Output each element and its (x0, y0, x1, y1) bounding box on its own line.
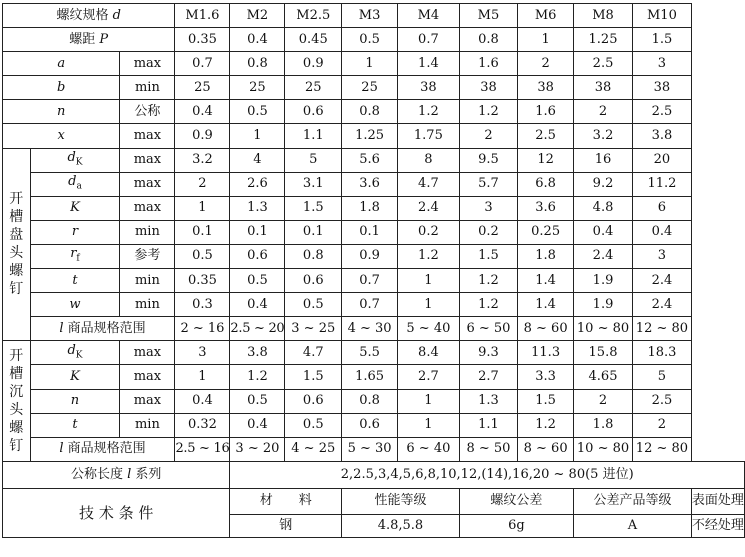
table-row (3, 124, 745, 148)
qualifier-cell: max (120, 52, 175, 76)
value-cell: 1.4 (518, 269, 574, 293)
tech-header-cell: 表面处理 (691, 488, 744, 514)
table-row (3, 244, 745, 268)
value-cell: 0.9 (285, 52, 342, 76)
countersunk-head-title-char: 沉 (9, 384, 24, 401)
param-cell (3, 124, 120, 148)
param-symbol: $d_K$ (67, 342, 83, 361)
pitch-symbol: P (99, 31, 109, 47)
value-cell: 4.7 (285, 341, 342, 365)
qualifier-cell: min (120, 293, 175, 317)
value-cell: 6 ~ 40 (398, 437, 460, 461)
size-header-cell: M8 (574, 4, 633, 28)
tech-value-cell: A (574, 514, 692, 537)
qualifier-cell: 参考 (120, 244, 175, 268)
param-symbol: $r_f$ (70, 246, 80, 264)
value-cell: 11.2 (632, 172, 691, 196)
value-cell: 1.2 (230, 365, 285, 389)
qualifier-cell: 公称 (120, 100, 175, 124)
value-cell: 3 (459, 196, 517, 220)
value-cell: 0.35 (175, 269, 230, 293)
value-cell: 0.4 (175, 100, 230, 124)
table-row (3, 389, 745, 413)
pan-head-title-char: 钉 (9, 281, 24, 298)
value-cell: 0.4 (574, 220, 633, 244)
value-cell: 38 (398, 76, 460, 100)
param-cell (3, 76, 120, 100)
pan-head-title-char: 头 (9, 245, 24, 262)
param-symbol: b (57, 79, 66, 95)
value-cell: 8.4 (398, 341, 460, 365)
value-cell: 1.9 (574, 269, 633, 293)
value-cell: 2 ~ 16 (175, 317, 230, 341)
value-cell: 1.5 (518, 389, 574, 413)
value-cell: 3 (632, 52, 691, 76)
value-cell: 1.2 (398, 244, 460, 268)
value-cell: 2 (518, 52, 574, 76)
table-row (3, 461, 745, 488)
param-cell (30, 365, 120, 389)
tech-header-cell: 材 料 (230, 488, 342, 514)
countersunk-head-title (3, 341, 31, 461)
value-cell: 1.8 (342, 196, 398, 220)
value-cell: 1.2 (459, 100, 517, 124)
param-cell (30, 269, 120, 293)
value-cell: 0.9 (342, 244, 398, 268)
value-cell: 1.65 (342, 365, 398, 389)
value-cell: 3.3 (518, 365, 574, 389)
value-cell: 1.5 (459, 244, 517, 268)
value-cell: 3.2 (574, 124, 633, 148)
value-cell: 4.7 (398, 172, 460, 196)
value-cell: 6 ~ 50 (459, 317, 517, 341)
value-cell: 2 (574, 389, 633, 413)
table-row (3, 413, 745, 437)
countersunk-head-title-char: 开 (9, 348, 24, 365)
value-cell: 5.7 (459, 172, 517, 196)
value-cell: 0.1 (175, 220, 230, 244)
table-row (3, 365, 745, 389)
param-symbol: $d_K$ (67, 149, 83, 168)
value-cell: 1.5 (632, 28, 691, 52)
value-cell: 5 ~ 40 (398, 317, 460, 341)
value-cell: 4 (230, 148, 285, 172)
param-cell (30, 293, 120, 317)
table-row (3, 341, 745, 365)
value-cell: 3 (632, 244, 691, 268)
value-cell: 2 (574, 100, 633, 124)
value-cell: 20 (632, 148, 691, 172)
value-cell: 0.5 (175, 244, 230, 268)
value-cell: 2.5 ~ 20 (230, 317, 285, 341)
value-cell: 18.3 (632, 341, 691, 365)
size-header-cell: M2 (230, 4, 285, 28)
value-cell: 5 (285, 148, 342, 172)
value-cell: 12 ~ 80 (632, 317, 691, 341)
value-cell: 3 ~ 20 (230, 437, 285, 461)
value-cell: 1.5 (285, 365, 342, 389)
value-cell: 0.5 (230, 100, 285, 124)
value-cell: 0.8 (230, 52, 285, 76)
value-cell: 3 (175, 341, 230, 365)
range-symbol: l (59, 441, 64, 457)
nominal-length-symbol: l (127, 466, 132, 482)
param-cell (30, 172, 120, 196)
value-cell: 5.5 (342, 341, 398, 365)
qualifier-cell: min (120, 220, 175, 244)
qualifier-cell: min (120, 413, 175, 437)
value-cell: 2.5 (632, 100, 691, 124)
value-cell: 0.6 (285, 389, 342, 413)
param-cell (30, 196, 120, 220)
pan-head-range-label (30, 317, 175, 341)
value-cell: 0.1 (230, 220, 285, 244)
value-cell: 2.7 (459, 365, 517, 389)
pan-head-title-char: 槽 (9, 209, 24, 226)
range-label-text: 商品规格范围 (63, 441, 146, 457)
value-cell: 1.4 (398, 52, 460, 76)
value-cell: 25 (230, 76, 285, 100)
countersunk-head-title-char: 槽 (9, 366, 24, 383)
value-cell: 8 ~ 50 (459, 437, 517, 461)
value-cell: 38 (459, 76, 517, 100)
qualifier-cell: max (120, 389, 175, 413)
value-cell: 4.8 (574, 196, 633, 220)
value-cell: 1.4 (518, 293, 574, 317)
value-cell: 15.8 (574, 341, 633, 365)
value-cell: 38 (632, 76, 691, 100)
size-header-cell: M6 (518, 4, 574, 28)
table-row (3, 437, 745, 461)
value-cell: 4 ~ 25 (285, 437, 342, 461)
param-symbol: n (57, 103, 66, 119)
pan-head-title (3, 148, 31, 341)
value-cell: 0.7 (342, 269, 398, 293)
value-cell: 3 ~ 25 (285, 317, 342, 341)
pitch-label (3, 28, 175, 52)
value-cell: 6.8 (518, 172, 574, 196)
size-header-cell: M5 (459, 4, 517, 28)
value-cell: 1.2 (459, 293, 517, 317)
value-cell: 1.9 (574, 293, 633, 317)
countersunk-head-range-label (30, 437, 175, 461)
param-symbol: $d_a$ (68, 173, 82, 192)
value-cell: 25 (285, 76, 342, 100)
value-cell: 25 (342, 76, 398, 100)
tech-header-cell: 螺纹公差 (459, 488, 573, 514)
nominal-length-label-suffix: 系列 (131, 466, 162, 482)
value-cell: 10 ~ 80 (574, 437, 633, 461)
size-header-cell: M2.5 (285, 4, 342, 28)
value-cell: 1 (398, 389, 460, 413)
value-cell: 0.4 (175, 389, 230, 413)
param-cell (30, 389, 120, 413)
tech-header-cell: 性能等级 (342, 488, 460, 514)
value-cell: 2.4 (632, 269, 691, 293)
qualifier-cell: max (120, 365, 175, 389)
param-cell (30, 413, 120, 437)
value-cell: 2.5 (518, 124, 574, 148)
param-subscript: a (76, 181, 82, 192)
value-cell: 1.8 (574, 413, 633, 437)
value-cell: 0.4 (632, 220, 691, 244)
table-row (3, 148, 745, 172)
table-row (3, 293, 745, 317)
value-cell: 1.6 (518, 100, 574, 124)
value-cell: 1 (342, 52, 398, 76)
thread-size-label-text: 螺纹规格 (56, 7, 113, 23)
table-row (3, 317, 745, 341)
tech-value-cell: 钢 (230, 514, 342, 537)
table-row (3, 28, 745, 52)
param-cell (30, 244, 120, 268)
value-cell: 0.3 (175, 293, 230, 317)
qualifier-cell: max (120, 172, 175, 196)
value-cell: 1.8 (518, 244, 574, 268)
value-cell: 0.7 (398, 28, 460, 52)
value-cell: 2 (632, 413, 691, 437)
value-cell: 25 (175, 76, 230, 100)
param-symbol: r (71, 224, 79, 240)
param-subscript: K (75, 350, 83, 361)
tech-value-cell: 4.8,5.8 (342, 514, 460, 537)
param-symbol: x (57, 128, 65, 144)
value-cell: 0.6 (285, 100, 342, 124)
value-cell: 38 (518, 76, 574, 100)
value-cell: 5 ~ 30 (342, 437, 398, 461)
param-symbol: K (70, 200, 80, 216)
table-row (3, 100, 745, 124)
value-cell: 3.8 (230, 341, 285, 365)
param-cell (30, 341, 120, 365)
param-symbol: t (72, 272, 78, 288)
pan-head-title-char: 开 (9, 191, 24, 208)
value-cell: 8 (398, 148, 460, 172)
param-cell (30, 148, 120, 172)
value-cell: 8 ~ 60 (518, 317, 574, 341)
value-cell: 10 ~ 80 (574, 317, 633, 341)
value-cell: 1 (398, 269, 460, 293)
param-symbol: K (70, 368, 80, 384)
value-cell: 0.6 (342, 413, 398, 437)
countersunk-head-title-char: 头 (9, 402, 24, 419)
value-cell: 1 (398, 413, 460, 437)
tech-conditions-label: 技 术 条 件 (3, 488, 230, 537)
value-cell: 5 (632, 365, 691, 389)
nominal-length-label-text: 公称长度 (70, 466, 128, 482)
value-cell: 2.4 (398, 196, 460, 220)
table-row (3, 4, 745, 28)
value-cell: 5.6 (342, 148, 398, 172)
value-cell: 0.4 (230, 293, 285, 317)
value-cell: 0.8 (285, 244, 342, 268)
value-cell: 2.5 ~ 16 (175, 437, 230, 461)
thread-size-label (3, 4, 175, 28)
value-cell: 0.8 (342, 100, 398, 124)
value-cell: 0.35 (175, 28, 230, 52)
value-cell: 1 (175, 365, 230, 389)
value-cell: 0.4 (230, 413, 285, 437)
tech-header-cell: 公差产品等级 (574, 488, 692, 514)
qualifier-cell: min (120, 76, 175, 100)
qualifier-cell: max (120, 196, 175, 220)
value-cell: 1 (230, 124, 285, 148)
param-cell (30, 220, 120, 244)
value-cell: 3.8 (632, 124, 691, 148)
qualifier-cell: max (120, 341, 175, 365)
value-cell: 1.2 (459, 269, 517, 293)
value-cell: 0.6 (230, 244, 285, 268)
tech-value-cell: 不经处理 (691, 514, 744, 537)
value-cell: 1.1 (459, 413, 517, 437)
value-cell: 0.8 (342, 389, 398, 413)
param-symbol: a (57, 55, 66, 71)
value-cell: 2.4 (632, 293, 691, 317)
table-row (3, 172, 745, 196)
value-cell: 2.5 (632, 389, 691, 413)
param-cell (3, 52, 120, 76)
value-cell: 1.25 (342, 124, 398, 148)
value-cell: 0.8 (459, 28, 517, 52)
value-cell: 1.25 (574, 28, 633, 52)
table-row (3, 488, 745, 514)
param-symbol: t (72, 417, 78, 433)
value-cell: 1.6 (459, 52, 517, 76)
value-cell: 38 (574, 76, 633, 100)
tech-value-cell: 6g (459, 514, 573, 537)
value-cell: 1.2 (398, 100, 460, 124)
value-cell: 1.3 (230, 196, 285, 220)
value-cell: 4 ~ 30 (342, 317, 398, 341)
value-cell: 1.5 (285, 196, 342, 220)
value-cell: 11.3 (518, 341, 574, 365)
screw-spec-table (2, 3, 745, 538)
value-cell: 1.1 (285, 124, 342, 148)
value-cell: 6 (632, 196, 691, 220)
table-row (3, 269, 745, 293)
value-cell: 1.3 (459, 389, 517, 413)
value-cell: 1 (518, 28, 574, 52)
table-row (3, 196, 745, 220)
value-cell: 0.5 (342, 28, 398, 52)
table-row (3, 76, 745, 100)
value-cell: 0.25 (518, 220, 574, 244)
value-cell: 16 (574, 148, 633, 172)
qualifier-cell: max (120, 148, 175, 172)
pan-head-title-char: 盘 (9, 227, 24, 244)
value-cell: 0.5 (285, 413, 342, 437)
size-header-cell: M3 (342, 4, 398, 28)
value-cell: 0.1 (342, 220, 398, 244)
value-cell: 2.4 (574, 244, 633, 268)
value-cell: 0.7 (342, 293, 398, 317)
value-cell: 2.7 (398, 365, 460, 389)
value-cell: 1.75 (398, 124, 460, 148)
param-symbol: n (70, 393, 80, 409)
qualifier-cell: min (120, 269, 175, 293)
param-cell (3, 100, 120, 124)
value-cell: 2 (175, 172, 230, 196)
value-cell: 3.6 (342, 172, 398, 196)
value-cell: 0.9 (175, 124, 230, 148)
value-cell: 0.5 (230, 269, 285, 293)
value-cell: 9.3 (459, 341, 517, 365)
value-cell: 0.4 (230, 28, 285, 52)
countersunk-head-title-char: 钉 (9, 438, 24, 455)
nominal-length-label (3, 461, 230, 488)
size-header-cell: M4 (398, 4, 460, 28)
value-cell: 12 (518, 148, 574, 172)
value-cell: 3.2 (175, 148, 230, 172)
value-cell: 8 ~ 60 (518, 437, 574, 461)
value-cell: 12 ~ 80 (632, 437, 691, 461)
value-cell: 0.5 (285, 293, 342, 317)
range-label-text: 商品规格范围 (63, 320, 146, 336)
value-cell: 4.65 (574, 365, 633, 389)
value-cell: 0.1 (285, 220, 342, 244)
value-cell: 1 (398, 293, 460, 317)
size-header-cell: M1.6 (175, 4, 230, 28)
value-cell: 0.32 (175, 413, 230, 437)
value-cell: 0.6 (285, 269, 342, 293)
pitch-label-text: 螺距 (69, 31, 100, 47)
value-cell: 0.2 (459, 220, 517, 244)
size-header-cell: M10 (632, 4, 691, 28)
value-cell: 9.5 (459, 148, 517, 172)
range-symbol: l (59, 320, 64, 336)
value-cell: 3.1 (285, 172, 342, 196)
value-cell: 0.45 (285, 28, 342, 52)
value-cell: 2.5 (574, 52, 633, 76)
table-row (3, 220, 745, 244)
value-cell: 2.6 (230, 172, 285, 196)
param-symbol: w (69, 296, 81, 312)
value-cell: 1 (175, 196, 230, 220)
value-cell: 1.2 (518, 413, 574, 437)
thread-size-symbol: d (112, 7, 121, 23)
pan-head-title-char: 螺 (9, 263, 24, 280)
value-cell: 0.2 (398, 220, 460, 244)
value-cell: 0.5 (230, 389, 285, 413)
qualifier-cell: max (120, 124, 175, 148)
countersunk-head-title-char: 螺 (9, 420, 24, 437)
value-cell: 0.7 (175, 52, 230, 76)
table-row (3, 52, 745, 76)
nominal-length-series: 2,2.5,3,4,5,6,8,10,12,(14),16,20 ~ 80(5 进位) (230, 461, 745, 488)
param-subscript: K (75, 157, 83, 168)
value-cell: 2 (459, 124, 517, 148)
value-cell: 3.6 (518, 196, 574, 220)
param-subscript: f (76, 253, 80, 264)
value-cell: 9.2 (574, 172, 633, 196)
